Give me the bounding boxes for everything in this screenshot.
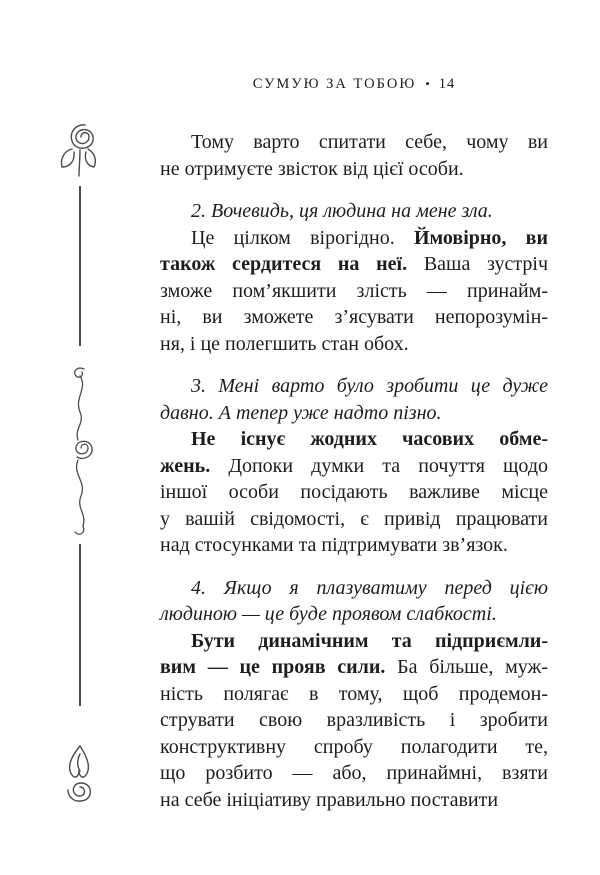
text-line — [160, 156, 548, 183]
text-line — [160, 787, 548, 814]
text-line — [160, 506, 548, 533]
text-line — [160, 304, 548, 331]
text-run: що розбито — або, принаймні, взяти — [160, 762, 548, 784]
paragraph-group — [160, 198, 548, 357]
text-line — [160, 198, 548, 225]
vine-scroll-icon — [60, 364, 100, 536]
text-run: ність полягає в тому, щоб продемон- — [160, 682, 548, 705]
text-run: Ваша зустріч — [407, 253, 548, 275]
bold-text-run: Не існує жодних часових обме- — [191, 428, 548, 450]
paragraph-group — [160, 129, 548, 182]
text-line — [160, 251, 548, 278]
bold-text-run: жень. — [160, 454, 211, 477]
bold-text-run: Бути динамічним та підприємли- — [191, 629, 548, 652]
running-title: СУМУЮ ЗА ТОБОЮ — [252, 76, 417, 92]
paragraph-group — [160, 373, 548, 559]
text-run: 3. Мені варто було зробити це дуже — [191, 375, 548, 397]
text-line — [160, 734, 548, 761]
text-line — [160, 453, 548, 480]
margin-rule-bottom — [79, 544, 81, 706]
text-run: Тому варто спитати себе, чому ви — [191, 131, 548, 153]
header-bullet: • — [425, 76, 430, 91]
text-run: зможе пом’якшити злість — принайм- — [160, 279, 548, 302]
text-run: ня, і це полегшить стан обох. — [160, 332, 409, 355]
text-run: Ба більше, муж- — [385, 656, 548, 678]
text-run: Допоки думки та почуття щодо — [210, 454, 548, 477]
bold-text-run: також сердитеся на неї. — [160, 253, 408, 275]
text-run: конструктивну спробу полагодити те, — [160, 735, 548, 758]
text-line — [160, 601, 548, 628]
text-line — [160, 400, 548, 427]
text-line — [160, 426, 548, 453]
text-run: Це цілком вірогідно. — [191, 226, 414, 249]
text-line — [160, 707, 548, 734]
text-line — [160, 575, 548, 602]
text-line — [160, 278, 548, 305]
text-line — [160, 532, 548, 559]
text-line — [160, 373, 548, 400]
text-run: струвати свою вразливість і зробити — [160, 709, 548, 731]
text-run: давно. А тепер уже надто пізно. — [160, 401, 442, 424]
text-line — [160, 681, 548, 708]
text-line — [160, 479, 548, 506]
rose-flower-icon — [57, 120, 103, 178]
page-number: 14 — [438, 76, 456, 92]
text-run: над стосунками та підтримувати зв’язок. — [160, 534, 508, 556]
text-block — [160, 129, 548, 829]
text-run: у вашій свідомості, є привід працювати — [160, 507, 548, 530]
text-line — [160, 760, 548, 787]
text-run: іншої особи посідають важливе місце — [160, 481, 548, 503]
text-run: ні, ви зможете з’ясувати непорозумін- — [160, 306, 548, 328]
page-header — [160, 76, 548, 93]
text-run: людиною — це буде проявом слабкості. — [160, 603, 497, 625]
text-run: на себе ініціативу правильно поставити — [160, 788, 499, 811]
text-run: не отримуєте звісток від цієї особи. — [160, 157, 464, 180]
text-run: 2. Вочевидь, ця людина на мене зла. — [191, 200, 493, 222]
text-line — [160, 331, 548, 358]
text-line — [160, 628, 548, 655]
text-line — [160, 654, 548, 681]
text-line — [160, 129, 548, 156]
text-run: 4. Якщо я плазуватиму перед цією — [191, 576, 548, 599]
bold-text-run: вим — це прояв сили. — [160, 656, 386, 678]
margin-rule-top — [79, 186, 81, 346]
paragraph-group — [160, 575, 548, 814]
bold-text-run: Ймовірно, ви — [413, 226, 548, 249]
text-line — [160, 225, 548, 252]
rosebud-icon — [57, 742, 103, 812]
